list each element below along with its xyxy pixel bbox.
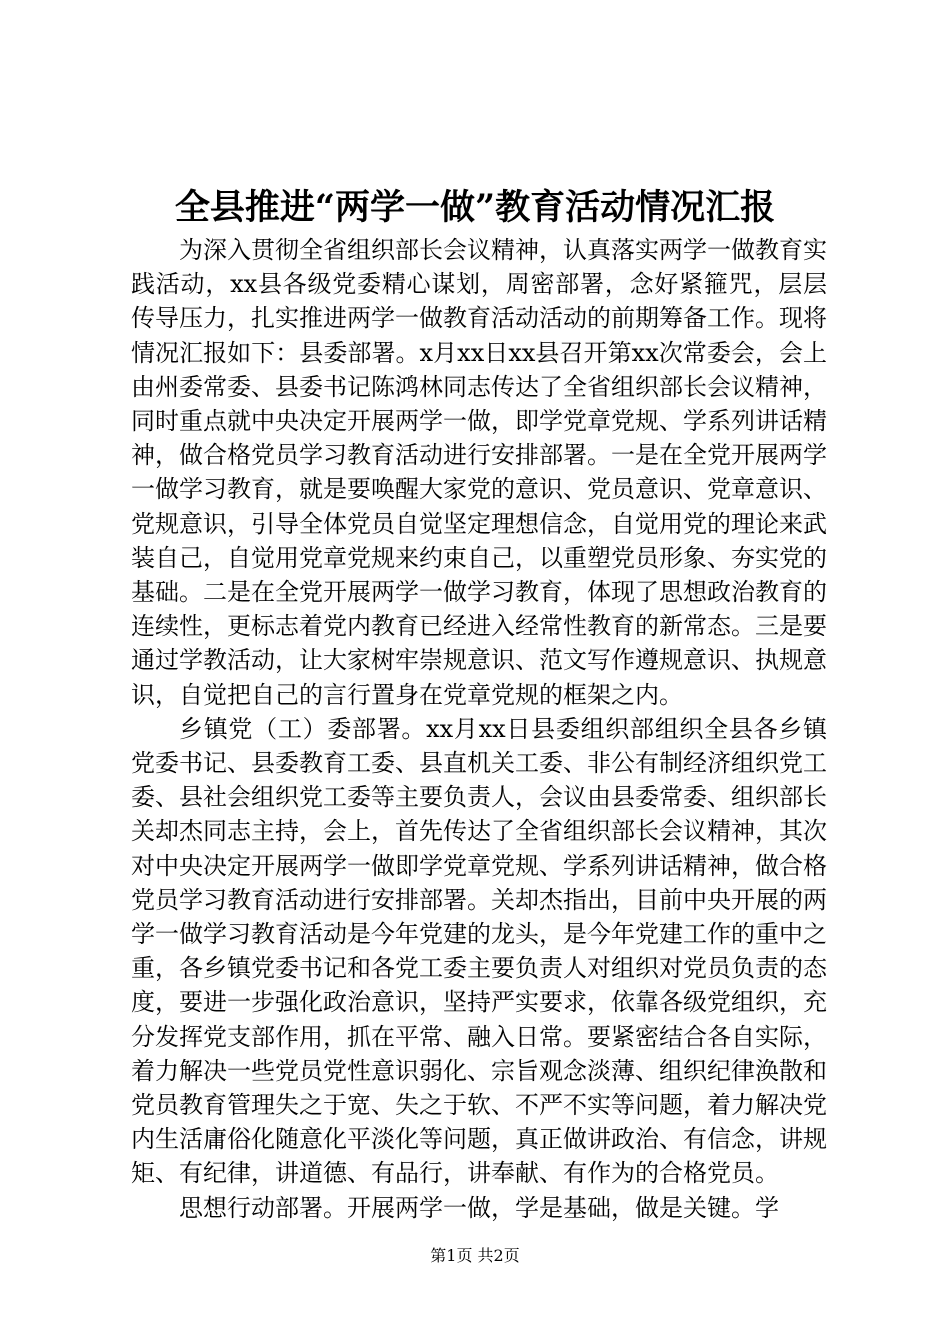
paragraph-thought-action-deployment: 思想行动部署。开展两学一做，学是基础，做是关键。学 <box>179 1193 779 1222</box>
paragraph-county-deployment: 为深入贯彻全省组织部长会议精神，认真落实两学一做教育实践活动，xx县各级党委精心谋划，周密部署，念好紧箍咒，层层传导压力，扎实推进两学一做教育活动活动的前期筹备工作。现将情况汇报如下：县委部署。x月xx日xx县召开第xx次常委会，会上由州委常委、县委书记陈鸿林同志传达了全省组织部长会议精神，同时重点就中央决定开展两学一做，即学党章党规、学系列讲话精神，做合格党员学习教育活动进行安排部署。一是在全党开展两学一做学习教育，就是要唤醒大家党的意识、党员意识、党章意识、党规意识，引导全体党员自觉坚定理想信念，自觉用党的理论来武装自己，自觉用党章党规来约束自己，以重塑党员形象、夯实党的基础。二是在全党开展两学一做学习教育，体现了思想政治教育的连续性，更标志着党内教育已经进入经常性教育的新常态。三是要通过学教活动，让大家树牢崇规意识、范文写作遵规意识、执规意识，自觉把自己的言行置身在党章党规的框架之内。 <box>131 236 827 709</box>
page-number-footer: 第1页 共2页 <box>430 1246 520 1265</box>
paragraph-township-deployment: 乡镇党（工）委部署。xx月xx日县委组织部组织全县各乡镇党委书记、县委教育工委、县直机关工委、非公有制经济组织党工委、县社会组织党工委等主要负责人，会议由县委常委、组织部长关却杰同志主持，会上，首先传达了全省组织部长会议精神，其次对中央决定开展两学一做即学党章党规、学系列讲话精神，做合格党员学习教育活动进行安排部署。关却杰指出，目前中央开展的两学一做学习教育活动是今年党建的龙头，是今年党建工作的重中之重，各乡镇党委书记和各党工委主要负责人对组织对党员负责的态度，要进一步强化政治意识，坚持严实要求，依靠各级党组织，充分发挥党支部作用，抓在平常、融入日常。要紧密结合各自实际，着力解决一些党员党性意识弱化、宗旨观念淡薄、组织纪律涣散和党员教育管理失之于宽、失之于软、不严不实等问题，着力解决党内生活庸俗化随意化平淡化等问题，真正做讲政治、有信念，讲规矩、有纪律，讲道德、有品行，讲奉献、有作为的合格党员。 <box>131 714 827 1188</box>
document-title: 全县推进“两学一做”教育活动情况汇报 <box>174 187 776 228</box>
document-body <box>131 233 827 1225</box>
